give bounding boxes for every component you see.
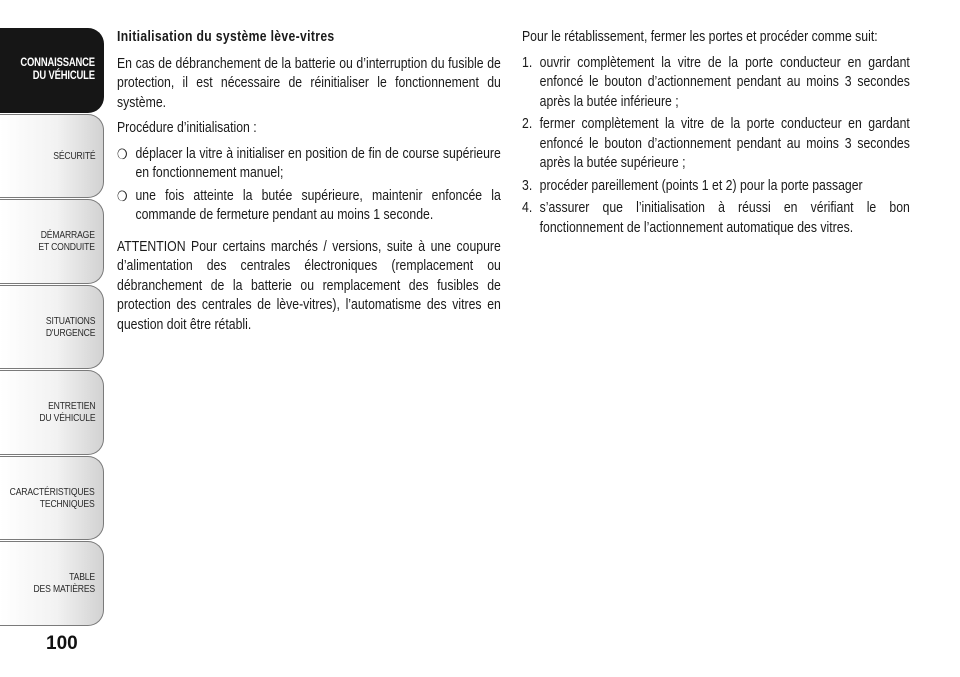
tab-situations-d-urgence[interactable]: SITUATIONS D'URGENCE (0, 285, 104, 370)
tab-demarrage-et-conduite[interactable]: DÉMARRAGE ET CONDUITE (0, 199, 104, 284)
page-number: 100 (46, 633, 78, 654)
list-item: ❍ une fois atteinte la butée supérieure, maintenir enfoncée la commande de fermeture pendant au moins 1 seconde. (117, 187, 501, 223)
procedure-list (117, 145, 501, 226)
chapter-sidebar (0, 28, 104, 627)
circle-bullet-icon: ❍ (117, 187, 128, 204)
restore-steps (522, 54, 910, 239)
tab-entretien-du-vehicule[interactable]: ENTRETIEN DU VÉHICULE (0, 370, 104, 455)
warning-paragraph: ATTENTION Pour certains marchés / versions, suite à une coupure d’alimentation des centrales électroniques (remplacement ou débranchement de la batterie ou remplacement des fusibles de protection des centrales de lève-vitres), l’automatisme des vitres en question doit être rétabli. (117, 238, 501, 333)
tab-connaissance-du-vehicule[interactable]: CONNAISSANCE DU VÉHICULE (0, 28, 104, 113)
tab-securite[interactable]: SÉCURITÉ (0, 114, 104, 199)
right-column (522, 28, 910, 241)
restore-intro: Pour le rétablissement, fermer les portes et procéder comme suit: (522, 29, 878, 45)
procedure-label: Procédure d’initialisation : (117, 120, 257, 136)
list-item: 2. fermer complètement la vitre de la porte conducteur en gardant enfoncé le bouton d’actionnement pendant au moins 3 secondes après la butée supérieure ; (522, 116, 910, 171)
left-column (117, 28, 501, 341)
list-item: 4. s’assurer que l’initialisation à réussi en vérifiant le bon fonctionnement de l’actionnement automatique des vitres. (522, 200, 910, 236)
list-item: ❍ déplacer la vitre à initialiser en position de fin de course supérieure en fonctionnement manuel; (117, 145, 501, 181)
section-title: Initialisation du système lève-vitres (117, 29, 335, 45)
tab-caracteristiques-techniques[interactable]: CARACTÉRISTIQUES TECHNIQUES (0, 456, 104, 541)
circle-bullet-icon: ❍ (117, 145, 128, 162)
list-item: 1. ouvrir complètement la vitre de la porte conducteur en gardant enfoncé le bouton d’actionnement pendant au moins 3 secondes après la butée inférieure ; (522, 54, 910, 110)
list-item: 3. procéder pareillement (points 1 et 2) pour la porte passager (522, 177, 863, 194)
tab-table-des-matieres[interactable]: TABLE DES MATIÈRES (0, 541, 104, 626)
intro-paragraph: En cas de débranchement de la batterie ou d’interruption du fusible de protection, il est nécessaire de réinitialiser le fonctionnement du système. (117, 55, 501, 111)
